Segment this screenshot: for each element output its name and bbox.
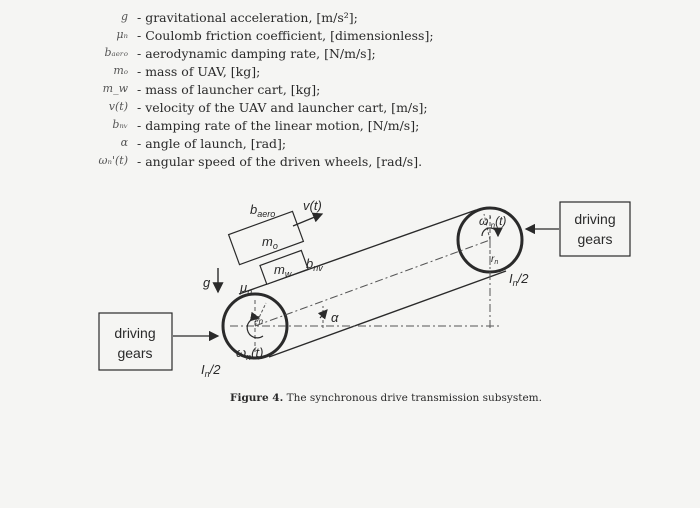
omega-right-label: $\omega'_n(t)$ [479,214,507,230]
nomenclature-description: - damping rate of the linear motion, [N/m/s]; [137,118,420,133]
in-right-label: $I_n/2$ [509,271,529,288]
velocity-label: v(t) [303,198,322,213]
nomenclature-symbol: α [120,136,128,149]
nomenclature-symbol: μₙ [116,28,128,41]
nomenclature-description: - mass of launcher cart, [kg]; [137,82,321,97]
rn-left-label: rn [255,313,264,326]
figure-caption-label: Figure 4. [230,392,284,404]
nomenclature-description: - aerodynamic damping rate, [N/m/s]; [137,46,376,61]
nomenclature-symbol: bₙᵥ [112,118,128,131]
velocity-arrow [293,214,322,226]
center-line [255,240,490,326]
alpha-label: α [331,310,339,325]
driving-gears-left-box [99,313,172,370]
mw-label: $m_w$ [274,262,292,279]
nomenclature-description: - angle of launch, [rad]; [137,136,287,151]
nomenclature-symbol: g [120,10,128,23]
m0-label: $m_o$ [262,234,278,251]
nomenclature-description: - mass of UAV, [kg]; [137,64,261,79]
nomenclature-symbol: m_w [102,82,128,95]
in-left-label: $I_n/2$ [201,362,221,379]
b-aero-label: $b_{aero}$ [250,202,276,219]
driving-gears-left-label-1: driving [114,325,156,341]
nomenclature-description: - gravitational acceleration, [m/s²]; [137,10,358,25]
rn-right-label: $r_n$ [491,254,499,266]
nomenclature-symbol: mₒ [113,64,128,77]
nomenclature-description: - angular speed of the driven wheels, [rad/s]. [137,154,423,169]
omega-left-label: $\omega_n(t)$ [236,345,264,362]
driving-gears-left-label-2: gears [117,345,153,361]
mu-label: $\mu_n$ [240,280,253,297]
gravity-label: g [203,275,211,290]
nomenclature-symbol: ωₙ'(t) [98,154,128,167]
nomenclature-description: - Coulomb friction coefficient, [dimensionless]; [137,28,434,43]
nomenclature-symbol: v(t) [108,100,128,113]
figure-caption-text: The synchronous drive transmission subsystem. [283,392,542,404]
belt-lower-line [269,271,506,357]
nomenclature-symbol: bₐₑᵣₒ [104,46,128,59]
driving-gears-right-label-2: gears [577,231,613,247]
driving-gears-right-label-1: driving [574,211,616,227]
b-nv-label: $b_{nv}$ [306,256,323,273]
nomenclature-description: - velocity of the UAV and launcher cart, [m/s]; [137,100,428,115]
figure-caption [230,392,542,404]
